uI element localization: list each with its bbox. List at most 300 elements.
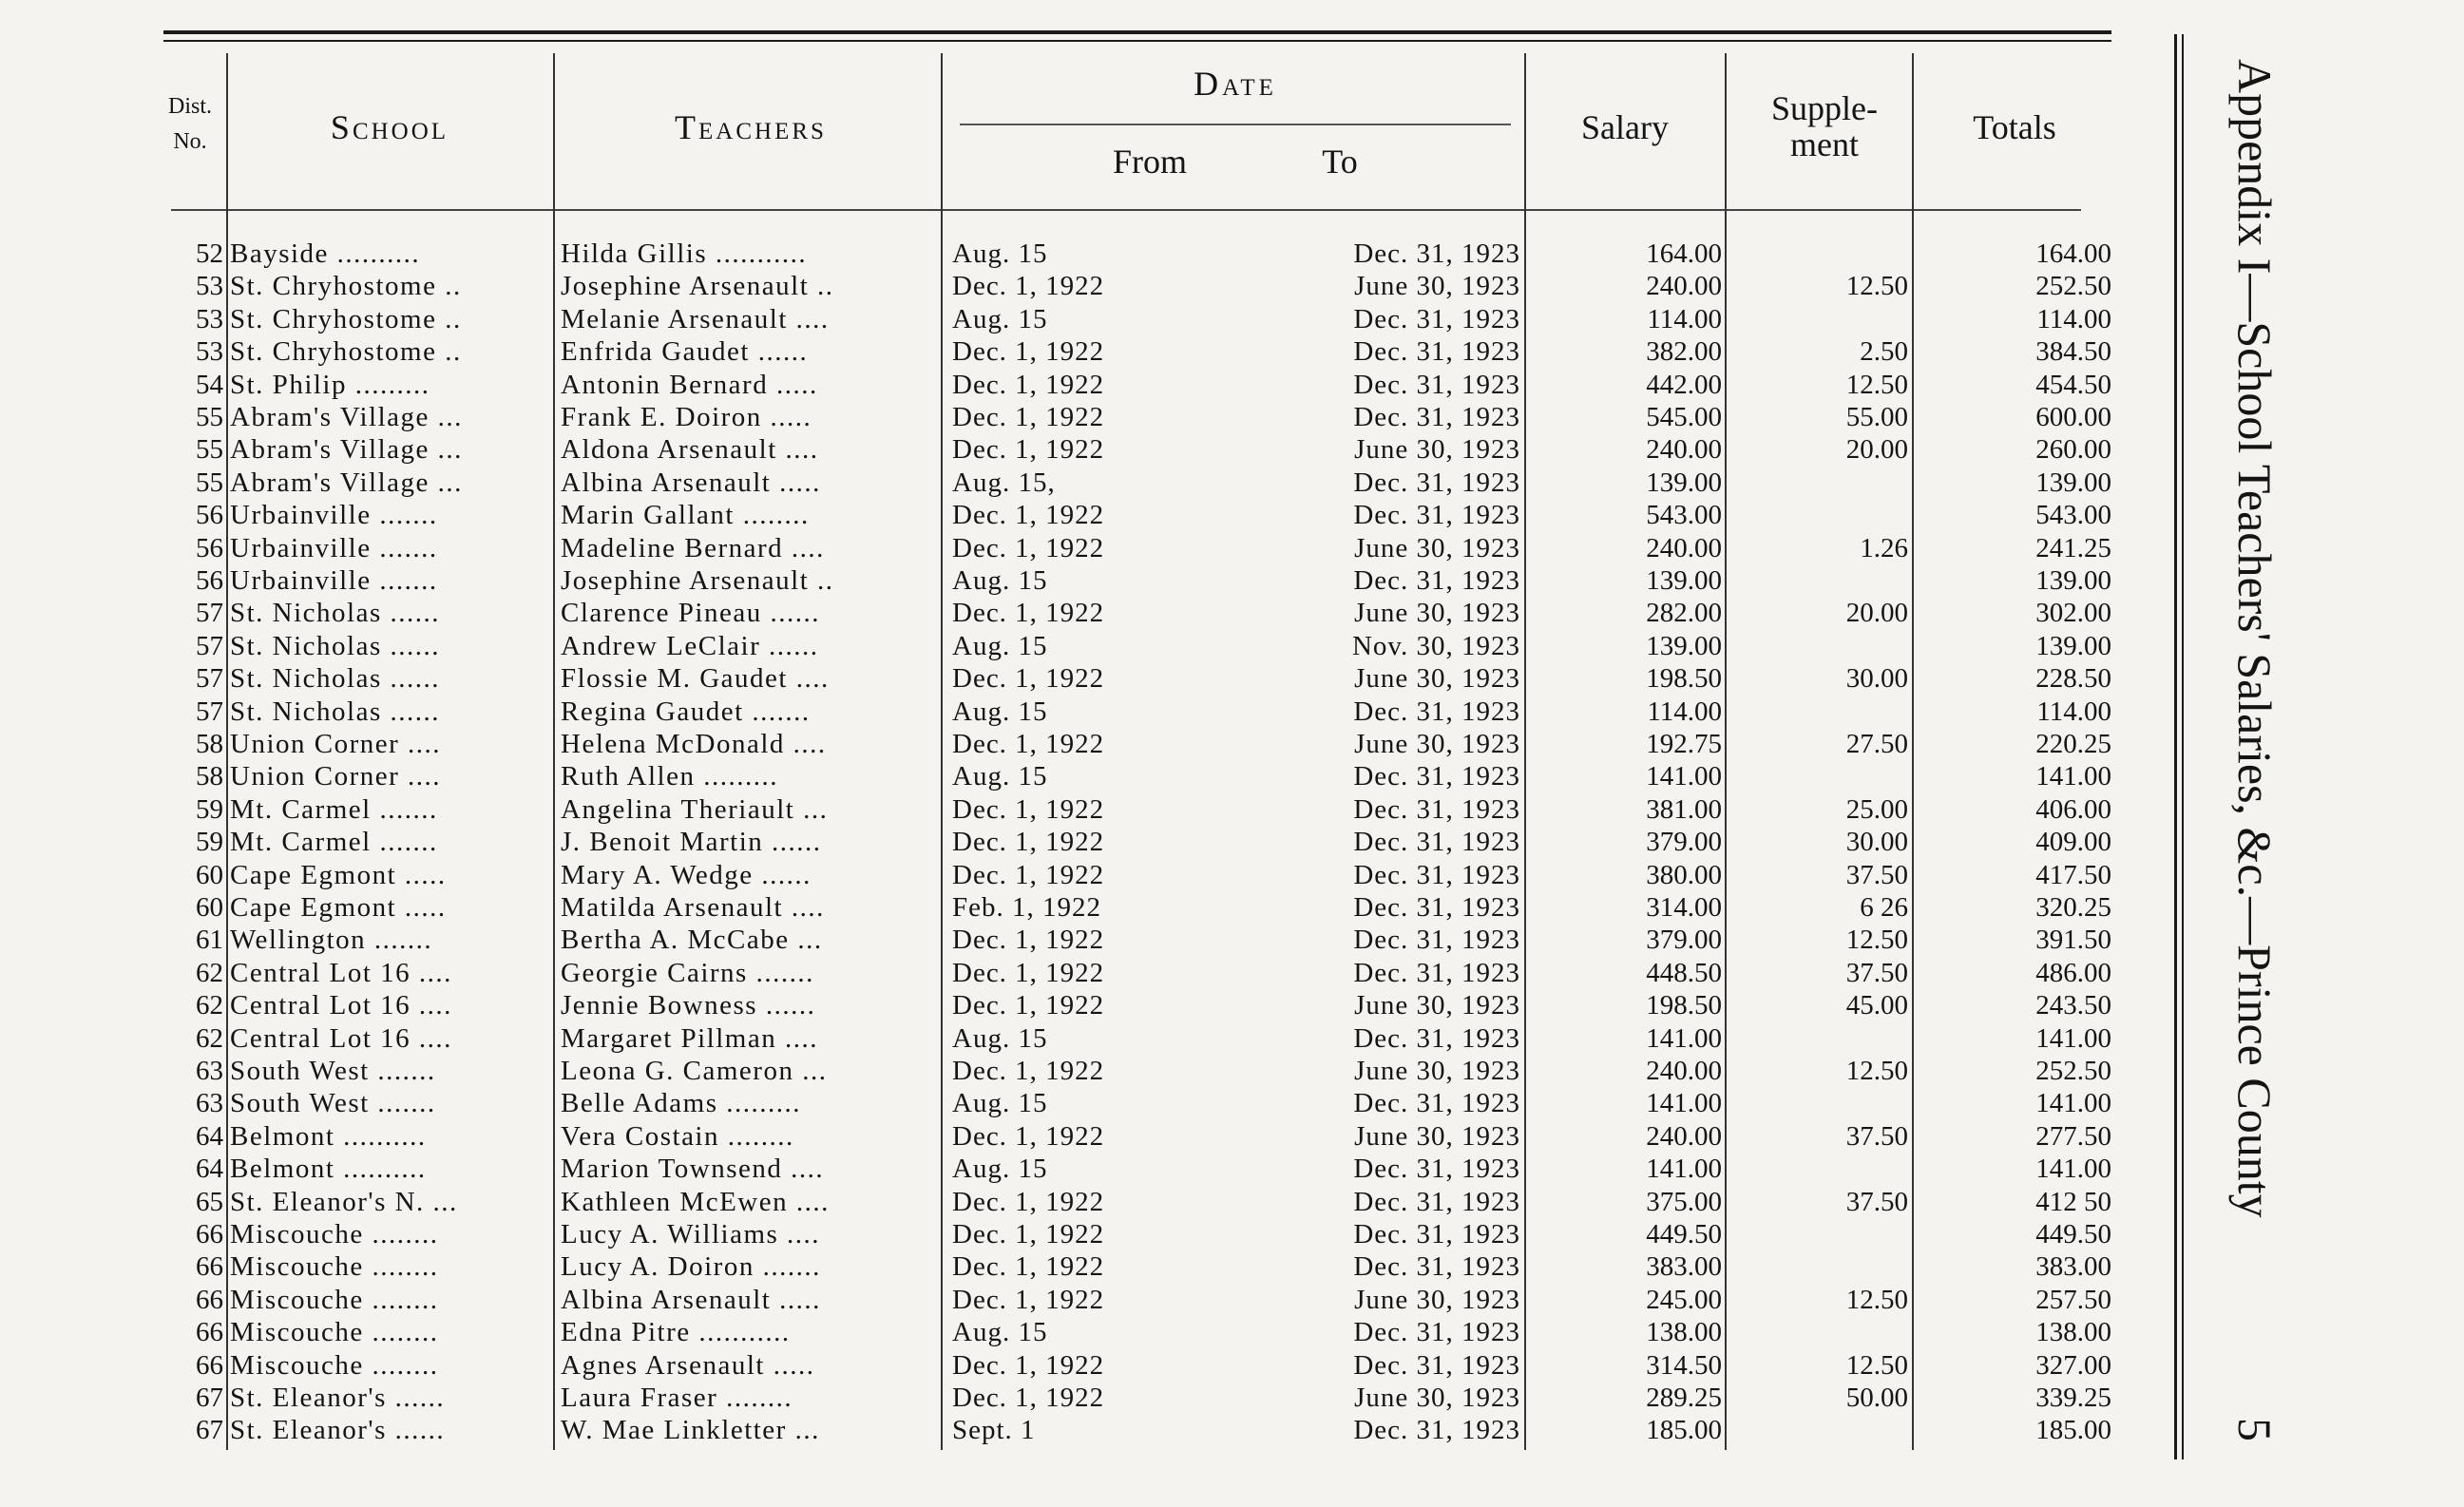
teacher-cell: Clarence Pineau ...... bbox=[561, 598, 820, 629]
supplement-cell bbox=[1747, 467, 1908, 499]
school-cell: Abram's Village ... bbox=[230, 402, 463, 432]
from-date-cell: Dec. 1, 1922 bbox=[952, 990, 1105, 1021]
supplement-cell: 45.00 bbox=[1845, 990, 1908, 1021]
supplement-cell: 50.00 bbox=[1845, 1383, 1908, 1413]
table-row bbox=[0, 369, 2129, 401]
to-date-cell: Nov. 30, 1923 bbox=[1351, 630, 1520, 661]
supplement-cell: 12.50 bbox=[1845, 369, 1908, 400]
school-cell: St. Eleanor's ...... bbox=[230, 1415, 446, 1446]
salary-cell: 381.00 bbox=[1646, 793, 1722, 825]
table-row bbox=[0, 1153, 2129, 1185]
teacher-cell: Frank E. Doiron ..... bbox=[561, 402, 812, 432]
salary-cell: 139.00 bbox=[1646, 467, 1722, 498]
supplement-cell bbox=[1747, 499, 1908, 531]
to-date-cell: Dec. 31, 1923 bbox=[1353, 1186, 1520, 1217]
from-date-cell: Dec. 1, 1922 bbox=[952, 925, 1105, 956]
header-to: To bbox=[1322, 143, 1358, 181]
from-date-cell: Sept. 1 bbox=[952, 1415, 1036, 1446]
to-date-cell: Dec. 31, 1923 bbox=[1353, 1154, 1520, 1185]
table-row bbox=[0, 532, 2129, 564]
dist-cell: 66 bbox=[196, 1251, 223, 1283]
school-cell: St. Chryhostome .. bbox=[230, 336, 462, 368]
salary-cell: 139.00 bbox=[1646, 630, 1722, 661]
header-totals: Totals bbox=[1973, 108, 2056, 146]
to-date-cell: June 30, 1923 bbox=[1354, 1284, 1520, 1315]
salary-cell: 240.00 bbox=[1646, 271, 1722, 302]
supplement-cell: 30.00 bbox=[1845, 663, 1908, 695]
header-supplement bbox=[1729, 91, 1920, 163]
table-row bbox=[0, 760, 2129, 792]
school-cell: Central Lot 16 .... bbox=[230, 1022, 452, 1054]
salary-cell: 141.00 bbox=[1646, 761, 1722, 792]
dist-cell: 66 bbox=[196, 1349, 223, 1381]
teacher-cell: Belle Adams ......... bbox=[561, 1088, 802, 1119]
table-row bbox=[0, 1349, 2129, 1382]
school-cell: St. Eleanor's ...... bbox=[230, 1383, 446, 1413]
to-date-cell: Dec. 31, 1923 bbox=[1353, 793, 1520, 825]
school-cell: Belmont .......... bbox=[230, 1154, 427, 1185]
salary-cell: 198.50 bbox=[1646, 990, 1722, 1021]
total-cell: 139.00 bbox=[2035, 630, 2111, 661]
top-rule-thick bbox=[163, 30, 2111, 34]
supplement-cell: 37.50 bbox=[1845, 1120, 1908, 1152]
total-cell: 185.00 bbox=[2035, 1415, 2111, 1446]
table-row bbox=[0, 467, 2129, 499]
teacher-cell: Lucy A. Williams .... bbox=[561, 1219, 821, 1249]
dist-cell: 62 bbox=[196, 990, 223, 1021]
dist-cell: 66 bbox=[196, 1219, 223, 1249]
page-number: 5 bbox=[2228, 1418, 2282, 1441]
dist-cell: 65 bbox=[196, 1186, 223, 1217]
supplement-cell bbox=[1747, 564, 1908, 597]
to-date-cell: Dec. 31, 1923 bbox=[1353, 696, 1520, 727]
from-date-cell: Aug. 15 bbox=[952, 1088, 1048, 1119]
teacher-cell: Aldona Arsenault .... bbox=[561, 434, 819, 466]
total-cell: 257.50 bbox=[2035, 1284, 2111, 1315]
salary-cell: 314.00 bbox=[1646, 892, 1722, 923]
school-cell: Miscouche ........ bbox=[230, 1251, 439, 1283]
to-date-cell: Dec. 31, 1923 bbox=[1353, 565, 1520, 596]
school-cell: Union Corner .... bbox=[230, 729, 442, 759]
salary-cell: 192.75 bbox=[1646, 729, 1722, 759]
school-cell: St. Chryhostome .. bbox=[230, 271, 462, 302]
table-row bbox=[0, 1055, 2129, 1087]
salary-cell: 114.00 bbox=[1647, 696, 1722, 727]
school-cell: Central Lot 16 .... bbox=[230, 990, 452, 1021]
to-date-cell: Dec. 31, 1923 bbox=[1353, 336, 1520, 368]
to-date-cell: June 30, 1923 bbox=[1354, 663, 1520, 695]
table-row bbox=[0, 728, 2129, 760]
from-date-cell: Feb. 1, 1922 bbox=[952, 892, 1101, 923]
from-date-cell: Aug. 15 bbox=[952, 761, 1048, 792]
school-cell: Miscouche ........ bbox=[230, 1349, 439, 1381]
table-row bbox=[0, 924, 2129, 956]
total-cell: 241.25 bbox=[2035, 532, 2111, 563]
total-cell: 302.00 bbox=[2035, 598, 2111, 629]
dist-cell: 55 bbox=[196, 402, 223, 432]
dist-cell: 60 bbox=[196, 892, 223, 923]
total-cell: 339.25 bbox=[2035, 1383, 2111, 1413]
from-date-cell: Aug. 15 bbox=[952, 1022, 1048, 1054]
total-cell: 141.00 bbox=[2035, 1022, 2111, 1054]
salary-cell: 314.50 bbox=[1646, 1349, 1722, 1381]
supplement-cell bbox=[1747, 1414, 1908, 1446]
dist-cell: 55 bbox=[196, 434, 223, 466]
salary-cell: 164.00 bbox=[1646, 238, 1722, 269]
table-row bbox=[0, 1218, 2129, 1250]
table-row bbox=[0, 335, 2129, 368]
dist-cell: 64 bbox=[196, 1120, 223, 1152]
total-cell: 406.00 bbox=[2035, 793, 2111, 825]
to-date-cell: June 30, 1923 bbox=[1354, 434, 1520, 466]
to-date-cell: June 30, 1923 bbox=[1354, 1056, 1520, 1086]
dist-cell: 66 bbox=[196, 1317, 223, 1348]
supplement-cell: 37.50 bbox=[1845, 1186, 1908, 1217]
supplement-cell: 20.00 bbox=[1845, 434, 1908, 466]
from-date-cell: Aug. 15 bbox=[952, 630, 1048, 661]
supplement-cell: 6 26 bbox=[1860, 892, 1908, 923]
supplement-cell: 37.50 bbox=[1845, 859, 1908, 890]
teacher-cell: Andrew LeClair ...... bbox=[561, 630, 819, 661]
teacher-cell: Helena McDonald .... bbox=[561, 729, 827, 759]
total-cell: 141.00 bbox=[2035, 1154, 2111, 1185]
from-date-cell: Dec. 1, 1922 bbox=[952, 434, 1105, 466]
school-cell: St. Nicholas ...... bbox=[230, 598, 441, 629]
dist-cell: 55 bbox=[196, 467, 223, 498]
total-cell: 252.50 bbox=[2035, 271, 2111, 302]
from-date-cell: Dec. 1, 1922 bbox=[952, 598, 1105, 629]
to-date-cell: Dec. 31, 1923 bbox=[1353, 892, 1520, 923]
dist-cell: 61 bbox=[196, 925, 223, 956]
from-date-cell: Dec. 1, 1922 bbox=[952, 859, 1105, 890]
salary-cell: 380.00 bbox=[1646, 859, 1722, 890]
dist-cell: 64 bbox=[196, 1154, 223, 1185]
dist-cell: 58 bbox=[196, 761, 223, 792]
from-date-cell: Dec. 1, 1922 bbox=[952, 1284, 1105, 1315]
table-row bbox=[0, 270, 2129, 302]
teacher-cell: Regina Gaudet ....... bbox=[561, 696, 811, 727]
top-rule-thin bbox=[163, 40, 2111, 42]
from-date-cell: Dec. 1, 1922 bbox=[952, 663, 1105, 695]
salary-cell: 138.00 bbox=[1646, 1317, 1722, 1348]
total-cell: 141.00 bbox=[2035, 1088, 2111, 1119]
school-cell: Wellington ....... bbox=[230, 925, 433, 956]
to-date-cell: Dec. 31, 1923 bbox=[1353, 859, 1520, 890]
from-date-cell: Dec. 1, 1922 bbox=[952, 532, 1105, 563]
header-date: Date bbox=[1194, 65, 1277, 103]
total-cell: 164.00 bbox=[2035, 238, 2111, 269]
header-teachers: Teachers bbox=[675, 108, 827, 146]
supplement-cell bbox=[1747, 1087, 1908, 1119]
salary-cell: 289.25 bbox=[1646, 1383, 1722, 1413]
table-row bbox=[0, 597, 2129, 629]
from-date-cell: Dec. 1, 1922 bbox=[952, 1383, 1105, 1413]
supplement-cell: 12.50 bbox=[1845, 271, 1908, 302]
header-school: School bbox=[330, 108, 449, 146]
dist-cell: 63 bbox=[196, 1088, 223, 1119]
salary-cell: 240.00 bbox=[1646, 434, 1722, 466]
supplement-cell bbox=[1747, 1153, 1908, 1185]
total-cell: 417.50 bbox=[2035, 859, 2111, 890]
to-date-cell: June 30, 1923 bbox=[1354, 729, 1520, 759]
school-cell: St. Nicholas ...... bbox=[230, 630, 441, 661]
teacher-cell: Hilda Gillis ........... bbox=[561, 238, 808, 269]
supplement-cell: 12.50 bbox=[1845, 925, 1908, 956]
table-row bbox=[0, 303, 2129, 335]
teacher-cell: Marin Gallant ........ bbox=[561, 500, 810, 531]
salary-cell: 379.00 bbox=[1646, 827, 1722, 858]
dist-cell: 66 bbox=[196, 1284, 223, 1315]
salary-cell: 379.00 bbox=[1646, 925, 1722, 956]
table-row bbox=[0, 1186, 2129, 1218]
teacher-cell: Agnes Arsenault ..... bbox=[561, 1349, 815, 1381]
supplement-cell: 12.50 bbox=[1845, 1349, 1908, 1381]
dist-cell: 62 bbox=[196, 957, 223, 988]
total-cell: 384.50 bbox=[2035, 336, 2111, 368]
from-date-cell: Dec. 1, 1922 bbox=[952, 500, 1105, 531]
total-cell: 543.00 bbox=[2035, 500, 2111, 531]
table-row bbox=[0, 891, 2129, 924]
table-row bbox=[0, 499, 2129, 531]
table-row bbox=[0, 696, 2129, 728]
to-date-cell: Dec. 31, 1923 bbox=[1353, 238, 1520, 269]
dist-cell: 63 bbox=[196, 1056, 223, 1086]
salary-cell: 240.00 bbox=[1646, 1120, 1722, 1152]
total-cell: 138.00 bbox=[2035, 1317, 2111, 1348]
teacher-cell: Marion Townsend .... bbox=[561, 1154, 825, 1185]
salary-cell: 185.00 bbox=[1646, 1415, 1722, 1446]
salary-cell: 139.00 bbox=[1646, 565, 1722, 596]
header-dist-line2: No. bbox=[173, 129, 207, 155]
from-date-cell: Aug. 15 bbox=[952, 303, 1048, 334]
school-cell: Cape Egmont ..... bbox=[230, 892, 447, 923]
table-row bbox=[0, 1022, 2129, 1055]
to-date-cell: Dec. 31, 1923 bbox=[1353, 761, 1520, 792]
table-row bbox=[0, 564, 2129, 597]
from-date-cell: Dec. 1, 1922 bbox=[952, 957, 1105, 988]
to-date-cell: Dec. 31, 1923 bbox=[1353, 303, 1520, 334]
total-cell: 252.50 bbox=[2035, 1056, 2111, 1086]
school-cell: Urbainville ....... bbox=[230, 565, 438, 596]
school-cell: St. Nicholas ...... bbox=[230, 663, 441, 695]
total-cell: 139.00 bbox=[2035, 565, 2111, 596]
total-cell: 409.00 bbox=[2035, 827, 2111, 858]
school-cell: Mt. Carmel ....... bbox=[230, 827, 438, 858]
table-row bbox=[0, 1414, 2129, 1446]
table-row bbox=[0, 238, 2129, 270]
dist-cell: 57 bbox=[196, 630, 223, 661]
total-cell: 449.50 bbox=[2035, 1219, 2111, 1249]
supplement-cell: 1.26 bbox=[1860, 532, 1908, 563]
school-cell: South West ....... bbox=[230, 1088, 436, 1119]
table-row bbox=[0, 1087, 2129, 1119]
teacher-cell: Matilda Arsenault .... bbox=[561, 892, 825, 923]
from-date-cell: Dec. 1, 1922 bbox=[952, 369, 1105, 400]
teacher-cell: Albina Arsenault ..... bbox=[561, 467, 821, 498]
total-cell: 277.50 bbox=[2035, 1120, 2111, 1152]
teacher-cell: Enfrida Gaudet ...... bbox=[561, 336, 809, 368]
table-row bbox=[0, 662, 2129, 695]
teacher-cell: Lucy A. Doiron ....... bbox=[561, 1251, 821, 1283]
teacher-cell: Georgie Cairns ....... bbox=[561, 957, 814, 988]
total-cell: 600.00 bbox=[2035, 402, 2111, 432]
from-date-cell: Dec. 1, 1922 bbox=[952, 827, 1105, 858]
to-date-cell: Dec. 31, 1923 bbox=[1353, 1349, 1520, 1381]
school-cell: St. Nicholas ...... bbox=[230, 696, 441, 727]
side-title: Appendix I—School Teachers' Salaries, &c.—Prince County bbox=[2228, 59, 2282, 1218]
teacher-cell: Kathleen McEwen .... bbox=[561, 1186, 830, 1217]
teacher-cell: Albina Arsenault ..... bbox=[561, 1284, 821, 1315]
to-date-cell: June 30, 1923 bbox=[1354, 598, 1520, 629]
to-date-cell: Dec. 31, 1923 bbox=[1353, 1317, 1520, 1348]
school-cell: St. Philip ......... bbox=[230, 369, 430, 400]
dist-cell: 56 bbox=[196, 532, 223, 563]
teacher-cell: Angelina Theriault ... bbox=[561, 793, 829, 825]
total-cell: 114.00 bbox=[2036, 303, 2111, 334]
salary-cell: 375.00 bbox=[1646, 1186, 1722, 1217]
table-row bbox=[0, 1250, 2129, 1283]
teacher-cell: Jennie Bowness ...... bbox=[561, 990, 816, 1021]
total-cell: 139.00 bbox=[2035, 467, 2111, 498]
salary-cell: 382.00 bbox=[1646, 336, 1722, 368]
salary-cell: 240.00 bbox=[1646, 1056, 1722, 1086]
to-date-cell: Dec. 31, 1923 bbox=[1353, 957, 1520, 988]
supplement-cell bbox=[1747, 630, 1908, 662]
header-salary: Salary bbox=[1581, 108, 1669, 146]
total-cell: 228.50 bbox=[2035, 663, 2111, 695]
table-row bbox=[0, 1120, 2129, 1153]
salary-cell: 240.00 bbox=[1646, 532, 1722, 563]
dist-cell: 58 bbox=[196, 729, 223, 759]
to-date-cell: Dec. 31, 1923 bbox=[1353, 827, 1520, 858]
supplement-cell: 27.50 bbox=[1845, 729, 1908, 759]
supplement-cell bbox=[1747, 1316, 1908, 1348]
dist-cell: 60 bbox=[196, 859, 223, 890]
school-cell: Belmont .......... bbox=[230, 1120, 427, 1152]
school-cell: Cape Egmont ..... bbox=[230, 859, 447, 890]
table-row bbox=[0, 859, 2129, 891]
dist-cell: 52 bbox=[196, 238, 223, 269]
total-cell: 260.00 bbox=[2035, 434, 2111, 466]
salary-cell: 141.00 bbox=[1646, 1088, 1722, 1119]
side-rule-thick bbox=[2174, 34, 2177, 1459]
school-cell: Miscouche ........ bbox=[230, 1219, 439, 1249]
school-cell: St. Chryhostome .. bbox=[230, 303, 462, 334]
supplement-cell bbox=[1747, 760, 1908, 792]
teacher-cell: Vera Costain ........ bbox=[561, 1120, 794, 1152]
dist-cell: 57 bbox=[196, 598, 223, 629]
school-cell: Bayside .......... bbox=[230, 238, 421, 269]
dist-cell: 59 bbox=[196, 793, 223, 825]
supplement-cell: 20.00 bbox=[1845, 598, 1908, 629]
table-row bbox=[0, 433, 2129, 466]
dist-cell: 67 bbox=[196, 1383, 223, 1413]
to-date-cell: Dec. 31, 1923 bbox=[1353, 1088, 1520, 1119]
dist-cell: 67 bbox=[196, 1415, 223, 1446]
from-date-cell: Dec. 1, 1922 bbox=[952, 1349, 1105, 1381]
total-cell: 141.00 bbox=[2035, 761, 2111, 792]
school-cell: St. Eleanor's N. ... bbox=[230, 1186, 458, 1217]
supplement-cell: 25.00 bbox=[1845, 793, 1908, 825]
total-cell: 243.50 bbox=[2035, 990, 2111, 1021]
total-cell: 320.25 bbox=[2035, 892, 2111, 923]
supplement-cell bbox=[1747, 1250, 1908, 1283]
teacher-cell: W. Mae Linkletter ... bbox=[561, 1415, 820, 1446]
total-cell: 412 50 bbox=[2035, 1186, 2111, 1217]
supplement-cell: 2.50 bbox=[1860, 336, 1908, 368]
supplement-cell bbox=[1747, 1218, 1908, 1250]
teacher-cell: Melanie Arsenault .... bbox=[561, 303, 830, 334]
from-date-cell: Aug. 15 bbox=[952, 565, 1048, 596]
supplement-cell bbox=[1747, 1022, 1908, 1055]
supplement-cell: 12.50 bbox=[1845, 1056, 1908, 1086]
from-date-cell: Dec. 1, 1922 bbox=[952, 336, 1105, 368]
to-date-cell: June 30, 1923 bbox=[1354, 271, 1520, 302]
dist-cell: 56 bbox=[196, 565, 223, 596]
supplement-cell bbox=[1747, 696, 1908, 728]
total-cell: 383.00 bbox=[2035, 1251, 2111, 1283]
table-row bbox=[0, 401, 2129, 433]
salary-cell: 282.00 bbox=[1646, 598, 1722, 629]
teacher-cell: Mary A. Wedge ...... bbox=[561, 859, 812, 890]
supplement-cell: 30.00 bbox=[1845, 827, 1908, 858]
header-supplement-line1: Supple- bbox=[1771, 89, 1878, 127]
dist-cell: 57 bbox=[196, 696, 223, 727]
from-date-cell: Dec. 1, 1922 bbox=[952, 271, 1105, 302]
teacher-cell: Josephine Arsenault .. bbox=[561, 565, 834, 596]
dist-cell: 53 bbox=[196, 271, 223, 302]
table-row bbox=[0, 630, 2129, 662]
header-bottom-rule bbox=[171, 209, 2081, 211]
school-cell: South West ....... bbox=[230, 1056, 436, 1086]
total-cell: 114.00 bbox=[2036, 696, 2111, 727]
from-date-cell: Aug. 15 bbox=[952, 1317, 1048, 1348]
salary-cell: 198.50 bbox=[1646, 663, 1722, 695]
table-row bbox=[0, 1382, 2129, 1414]
to-date-cell: Dec. 31, 1923 bbox=[1353, 369, 1520, 400]
supplement-cell: 55.00 bbox=[1845, 402, 1908, 432]
total-cell: 391.50 bbox=[2035, 925, 2111, 956]
supplement-cell bbox=[1747, 238, 1908, 270]
school-cell: Central Lot 16 .... bbox=[230, 957, 452, 988]
salary-cell: 545.00 bbox=[1646, 402, 1722, 432]
school-cell: Miscouche ........ bbox=[230, 1284, 439, 1315]
dist-cell: 56 bbox=[196, 500, 223, 531]
header-from: From bbox=[1112, 143, 1187, 181]
school-cell: Abram's Village ... bbox=[230, 467, 463, 498]
from-date-cell: Aug. 15 bbox=[952, 696, 1048, 727]
teacher-cell: Laura Fraser ........ bbox=[561, 1383, 793, 1413]
supplement-cell: 12.50 bbox=[1845, 1284, 1908, 1315]
side-title-block bbox=[2212, 59, 2298, 1465]
to-date-cell: Dec. 31, 1923 bbox=[1353, 1022, 1520, 1054]
supplement-cell: 37.50 bbox=[1845, 957, 1908, 988]
from-date-cell: Dec. 1, 1922 bbox=[952, 1186, 1105, 1217]
salary-cell: 448.50 bbox=[1646, 957, 1722, 988]
salary-cell: 114.00 bbox=[1647, 303, 1722, 334]
teacher-cell: Edna Pitre ........... bbox=[561, 1317, 791, 1348]
to-date-cell: June 30, 1923 bbox=[1354, 1383, 1520, 1413]
to-date-cell: Dec. 31, 1923 bbox=[1353, 500, 1520, 531]
salary-cell: 141.00 bbox=[1646, 1154, 1722, 1185]
header-dist-line1: Dist. bbox=[167, 94, 212, 119]
dist-cell: 62 bbox=[196, 1022, 223, 1054]
total-cell: 486.00 bbox=[2035, 957, 2111, 988]
to-date-cell: Dec. 31, 1923 bbox=[1353, 402, 1520, 432]
salary-cell: 245.00 bbox=[1646, 1284, 1722, 1315]
from-date-cell: Aug. 15 bbox=[952, 1154, 1048, 1185]
school-cell: Urbainville ....... bbox=[230, 532, 438, 563]
